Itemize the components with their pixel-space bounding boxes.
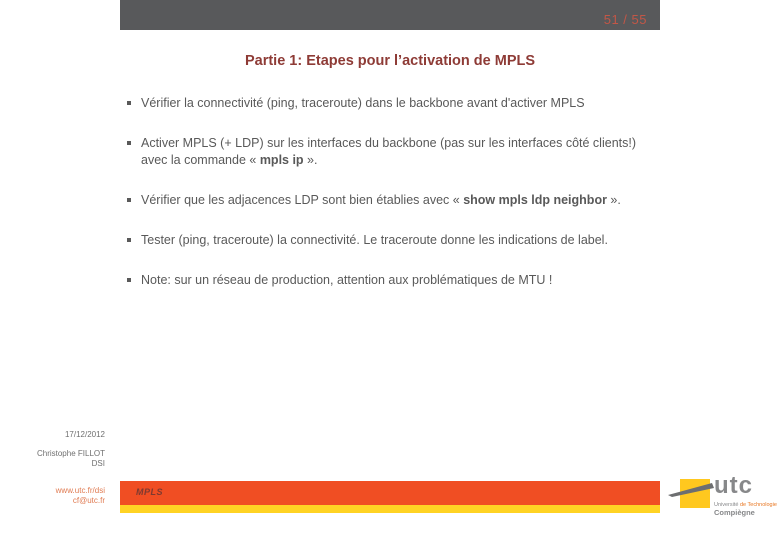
bullet-item bbox=[120, 272, 642, 289]
footer-yellow-bar bbox=[120, 505, 660, 513]
contact-block bbox=[0, 486, 105, 505]
footer-banner-label: MPLS bbox=[136, 487, 164, 497]
bullet-text: Activer MPLS (+ LDP) sur les interfaces du backbone (pas sur les interfaces côté clients!) avec la commande « bbox=[141, 136, 637, 167]
bullet-text: ». bbox=[303, 153, 318, 167]
slide-top-bar bbox=[120, 0, 660, 30]
bullet-icon bbox=[127, 101, 131, 105]
bullet-text: Note: sur un réseau de production, attention aux problématiques de MTU ! bbox=[141, 273, 553, 287]
bullet-item bbox=[120, 192, 642, 209]
logo-subtitle-gray: Université bbox=[714, 502, 740, 508]
logo-city: Compiègne bbox=[714, 508, 755, 517]
slide-date: 17/12/2012 bbox=[64, 430, 105, 439]
bullet-item bbox=[120, 95, 642, 112]
bullet-list bbox=[120, 95, 642, 312]
bullet-text: ». bbox=[606, 193, 621, 207]
website-link: www.utc.fr/dsi bbox=[55, 486, 105, 495]
bullet-icon bbox=[127, 198, 131, 202]
logo-subtitle-orange: de Technologie bbox=[739, 502, 777, 508]
email-link: cf@utc.fr bbox=[72, 495, 105, 505]
bullet-item bbox=[120, 232, 642, 249]
author-name: Christophe FILLOT bbox=[36, 449, 105, 458]
utc-logo bbox=[668, 472, 780, 527]
page-indicator: 51 / 55 bbox=[603, 12, 647, 27]
footer-orange-bar bbox=[120, 481, 660, 505]
author-block bbox=[0, 449, 105, 468]
bullet-text: Tester (ping, traceroute) la connectivité. Le traceroute donne les indications de label. bbox=[141, 233, 608, 247]
slide-title: Partie 1: Etapes pour l’activation de MPLS bbox=[244, 53, 536, 69]
logo-acronym: utc bbox=[714, 472, 753, 499]
bullet-icon bbox=[127, 278, 131, 282]
bullet-text-bold: show mpls ldp neighbor bbox=[463, 193, 607, 207]
bullet-icon bbox=[127, 141, 131, 145]
bullet-icon bbox=[127, 238, 131, 242]
bullet-item bbox=[120, 135, 642, 169]
bullet-text-bold: mpls ip bbox=[259, 153, 304, 167]
logo-swoosh-icon bbox=[668, 483, 714, 497]
bullet-text: Vérifier que les adjacences LDP sont bien établies avec « bbox=[141, 193, 464, 207]
author-department: DSI bbox=[91, 458, 105, 468]
bullet-text: Vérifier la connectivité (ping, traceroute) dans le backbone avant d'activer MPLS bbox=[141, 96, 585, 110]
